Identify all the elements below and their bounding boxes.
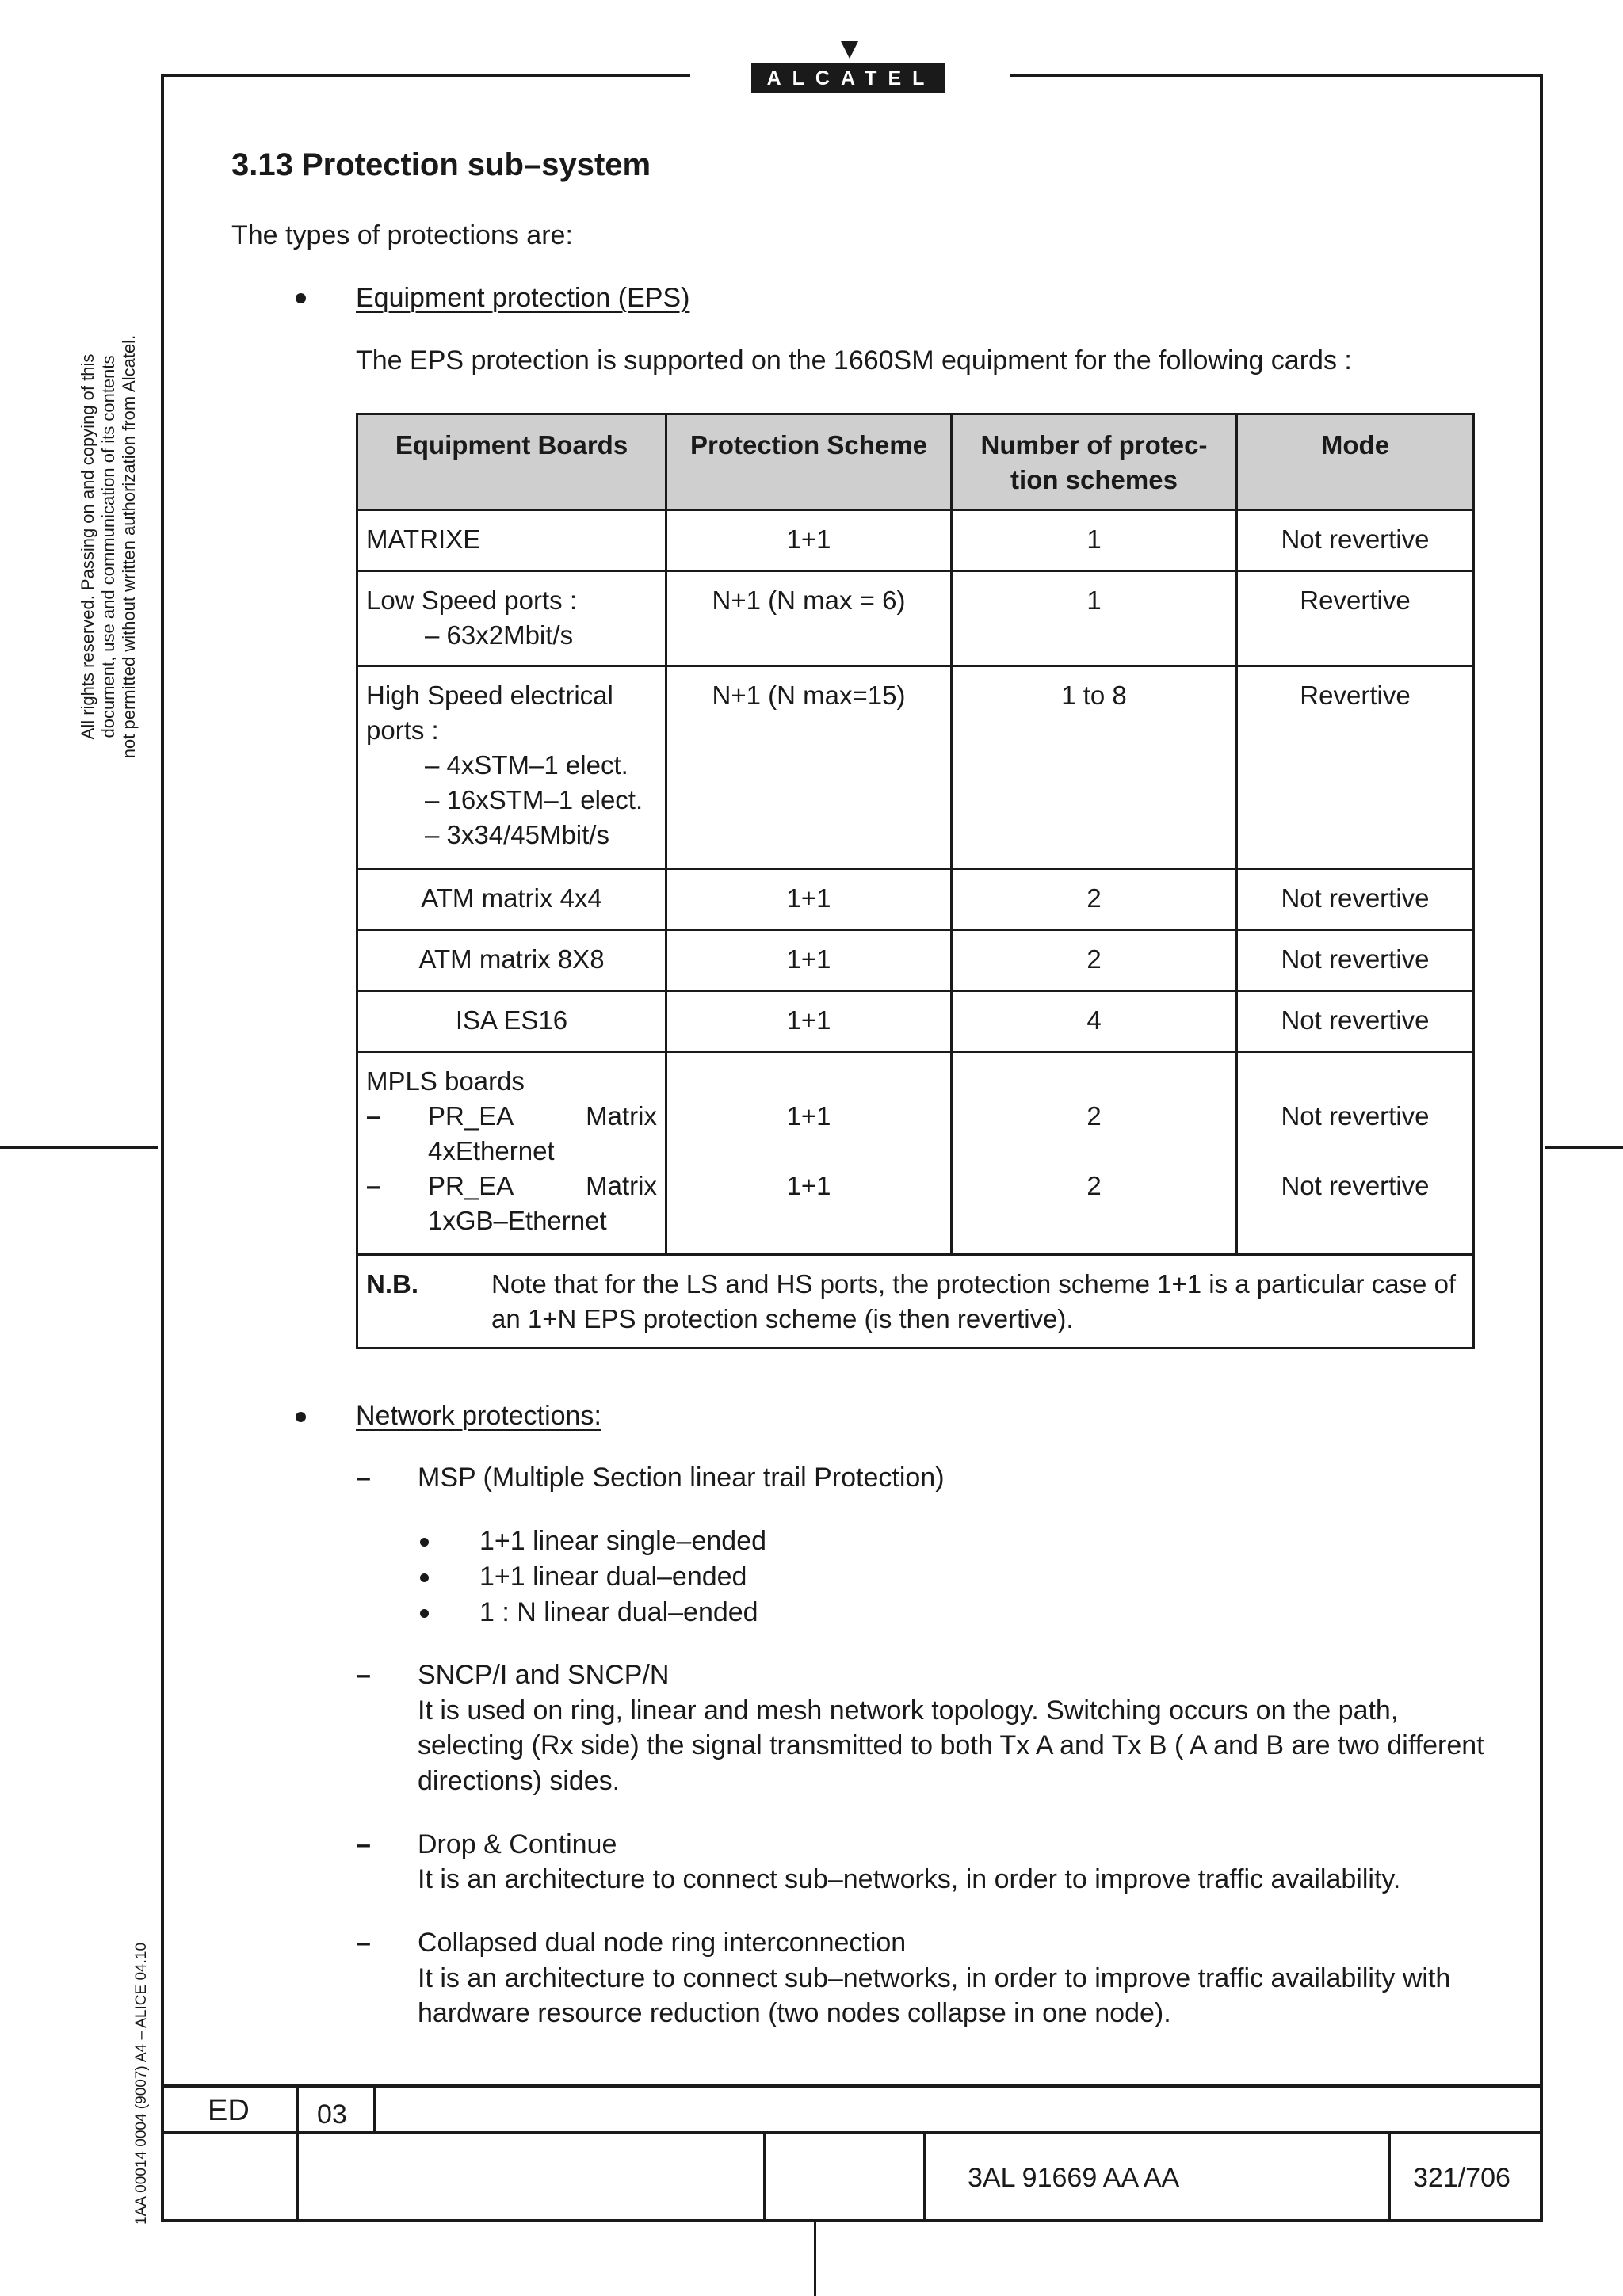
board-sub-line: – 3x34/45Mbit/s	[425, 820, 609, 849]
dash-icon: –	[356, 1829, 371, 1859]
footer-divider	[923, 2132, 926, 2221]
cell-mode: Not revertive	[1237, 869, 1474, 930]
cell-board	[357, 1052, 666, 1255]
sncp-line: directions) sides.	[418, 1766, 621, 1796]
table-note	[357, 1255, 1474, 1348]
copyright-line-3: not permitted without written authorization from Alcatel.	[119, 334, 139, 759]
board-type: Matrix	[586, 1101, 657, 1131]
bullet-icon	[420, 1573, 429, 1582]
fold-mark-bottom	[814, 2222, 816, 2296]
number-line: 2	[1086, 1171, 1102, 1200]
table-row	[357, 991, 1474, 1052]
fold-mark-right	[1545, 1146, 1623, 1149]
footer-top-line	[161, 2084, 1543, 2088]
footer-divider	[1388, 2132, 1391, 2221]
eps-description: The EPS protection is supported on the 1660SM equipment for the following cards :	[356, 345, 1352, 376]
collapsed-line: It is an architecture to connect sub–networks, in order to improve traffic availability with	[418, 1963, 1451, 1993]
scheme-line: 1+1	[786, 1171, 831, 1200]
header-mode: Mode	[1237, 414, 1474, 510]
board-sub-line: – 4xSTM–1 elect.	[425, 750, 628, 780]
table-row	[357, 571, 1474, 666]
board-sub-line: 4xEthernet	[428, 1136, 555, 1165]
cell-board: MATRIXE	[357, 510, 666, 571]
board-line: High Speed electrical	[366, 681, 613, 710]
cell-board: ISA ES16	[357, 991, 666, 1052]
copyright-line-1: All rights reserved. Passing on and copying of this	[78, 353, 97, 740]
frame-top-right	[1010, 74, 1543, 77]
cell-number: 1	[952, 510, 1237, 571]
eps-heading: Equipment protection (EPS)	[356, 283, 690, 313]
header-number-line-1: Number of protec-	[980, 430, 1208, 460]
cell-mode: Revertive	[1237, 666, 1474, 869]
form-code: 1AA 00014 0004 (9007) A4 – ALICE 04.10	[133, 1942, 150, 2225]
sncp-line: It is used on ring, linear and mesh network topology. Switching occurs on the path,	[418, 1695, 1399, 1726]
cell-mode: Not revertive	[1237, 991, 1474, 1052]
dash: –	[366, 1171, 381, 1200]
network-heading: Network protections:	[356, 1401, 601, 1431]
footer-divider	[296, 2084, 299, 2221]
cell-mode: Not revertive	[1237, 930, 1474, 991]
drop-title: Drop & Continue	[418, 1829, 617, 1859]
sncp-line: selecting (Rx side) the signal transmitted to both Tx A and Tx B ( A and B are two different	[418, 1730, 1484, 1760]
bullet-icon	[296, 1412, 306, 1422]
table-row	[357, 666, 1474, 869]
board-line: MPLS boards	[366, 1066, 525, 1096]
cell-number	[952, 1052, 1237, 1255]
mode-line: Not revertive	[1281, 1101, 1430, 1131]
logo-arrow-icon	[841, 41, 858, 59]
table-note-row	[357, 1255, 1474, 1348]
dash-icon: –	[356, 1463, 371, 1493]
collapsed-line: hardware resource reduction (two nodes collapse in one node).	[418, 1998, 1171, 2028]
cell-board: ATM matrix 8X8	[357, 930, 666, 991]
drop-line: It is an architecture to connect sub–networks, in order to improve traffic availability.	[418, 1864, 1401, 1894]
cell-scheme: 1+1	[666, 510, 952, 571]
cell-board: ATM matrix 4x4	[357, 869, 666, 930]
bullet-icon	[420, 1538, 429, 1547]
cell-number: 1	[952, 571, 1237, 666]
note-label: N.B.	[366, 1269, 418, 1299]
section-title: 3.13 Protection sub–system	[231, 147, 651, 182]
mpls-item	[366, 1169, 657, 1203]
document-number: 3AL 91669 AA AA	[968, 2163, 1180, 2193]
board-name: PR_EA	[428, 1101, 514, 1131]
cell-mode	[1237, 1052, 1474, 1255]
dash-icon: –	[356, 1660, 371, 1690]
cell-number: 4	[952, 991, 1237, 1052]
footer-divider	[763, 2132, 766, 2221]
number-line: 2	[1086, 1101, 1102, 1131]
msp-option: 1+1 linear dual–ended	[479, 1562, 747, 1592]
frame-top-left	[161, 74, 690, 77]
cell-number: 2	[952, 930, 1237, 991]
board-line: ports :	[366, 715, 439, 745]
eps-table	[356, 413, 1475, 1349]
dash-icon: –	[356, 1928, 371, 1958]
header-protection-scheme: Protection Scheme	[666, 414, 952, 510]
ed-value: 03	[317, 2100, 347, 2130]
msp-option: 1+1 linear single–ended	[479, 1526, 767, 1556]
board-type: Matrix	[586, 1171, 657, 1200]
scheme-line: 1+1	[786, 1101, 831, 1131]
board-line: Low Speed ports :	[366, 585, 577, 615]
cell-board	[357, 571, 666, 666]
board-name: PR_EA	[428, 1171, 514, 1200]
cell-mode: Not revertive	[1237, 510, 1474, 571]
section-intro: The types of protections are:	[231, 220, 573, 250]
msp-option: 1 : N linear dual–ended	[479, 1597, 758, 1627]
note-text: Note that for the LS and HS ports, the protection scheme 1+1 is a particular case of an 1+N EPS protection scheme (is then revertive).	[491, 1269, 1457, 1333]
bullet-icon	[296, 293, 306, 303]
cell-scheme: 1+1	[666, 991, 952, 1052]
cell-scheme: N+1 (N max=15)	[666, 666, 952, 869]
page-number: 321/706	[1413, 2163, 1510, 2193]
table-row	[357, 930, 1474, 991]
cell-scheme: 1+1	[666, 869, 952, 930]
cell-number: 2	[952, 869, 1237, 930]
cell-board	[357, 666, 666, 869]
collapsed-title: Collapsed dual node ring interconnection	[418, 1928, 907, 1958]
header-number-line-2: tion schemes	[1010, 465, 1178, 494]
table-row	[357, 869, 1474, 930]
bullet-icon	[420, 1609, 429, 1618]
alcatel-logo: ALCATEL	[751, 63, 945, 93]
cell-mode: Revertive	[1237, 571, 1474, 666]
board-sub-line: 1xGB–Ethernet	[428, 1206, 607, 1235]
cell-scheme: 1+1	[666, 930, 952, 991]
mode-line: Not revertive	[1281, 1171, 1430, 1200]
frame-bottom	[161, 2219, 1543, 2222]
board-sub-line: – 16xSTM–1 elect.	[425, 785, 643, 814]
dash: –	[366, 1101, 381, 1131]
fold-mark-left	[0, 1146, 158, 1149]
cell-number: 1 to 8	[952, 666, 1237, 869]
table-row	[357, 1052, 1474, 1255]
mpls-item	[366, 1099, 657, 1134]
sncp-title: SNCP/I and SNCP/N	[418, 1660, 670, 1690]
ed-label: ED	[208, 2094, 250, 2127]
msp-title: MSP (Multiple Section linear trail Protection)	[418, 1463, 945, 1493]
table-row	[357, 510, 1474, 571]
copyright-line-2: document, use and communication of its contents	[98, 355, 118, 738]
header-number-schemes	[952, 414, 1237, 510]
footer-mid-line	[161, 2131, 1543, 2134]
footer-divider	[373, 2084, 376, 2132]
frame-right	[1540, 74, 1543, 2222]
header-equipment-boards: Equipment Boards	[357, 414, 666, 510]
cell-scheme	[666, 1052, 952, 1255]
table-header-row	[357, 414, 1474, 510]
copyright-notice	[78, 289, 139, 804]
frame-left	[161, 74, 164, 2222]
cell-scheme: N+1 (N max = 6)	[666, 571, 952, 666]
board-sub-line: – 63x2Mbit/s	[425, 620, 574, 650]
